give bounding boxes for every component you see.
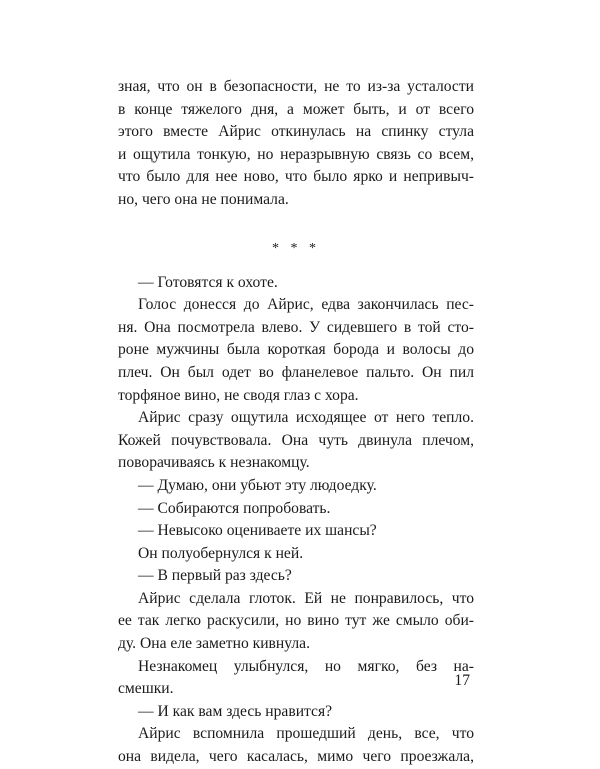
text-line: зная, что он в безопасности, не то из-за усталости (118, 78, 474, 95)
page-number: 17 (454, 672, 470, 689)
text-line: Голос донесся до Айрис, едва закончилась пес- (138, 296, 474, 314)
text-line: поворачиваясь к незнакомцу. (118, 454, 310, 472)
text-line: ее так легко раскусили, но вино тут же смыло оби- (118, 612, 474, 630)
text-line: Айрис сделала глоток. Ей не понравилось, что (138, 589, 474, 607)
text-line: она видела, чего касалась, мимо чего проезжала, (118, 748, 474, 766)
text-line: Он полуобернулся к ней. (138, 544, 304, 562)
text-line: смешки. (118, 680, 174, 698)
text-line: — В первый раз здесь? (138, 567, 292, 585)
text-line: — Собираются попробовать. (138, 499, 331, 517)
text-line: ду. Она еле заметно кивнула. (118, 635, 310, 653)
text-line: Айрис сразу ощутила исходящее от него тепло. (138, 409, 474, 427)
text-line: но, чего она не понимала. (118, 190, 289, 208)
text-line: — Готовятся к охоте. (138, 273, 278, 291)
text-line: плеч. Он был одет во фланелевое пальто. Он пил (118, 363, 474, 381)
text-line: роне мужчины была короткая борода и волосы до (118, 341, 474, 359)
text-line: торфяное вино, не сводя глаз с хора. (118, 386, 359, 404)
text-line: — Думаю, они убьют эту людоедку. (138, 476, 377, 494)
section-separator: * * * (272, 240, 320, 256)
text-line: и ощутила тонкую, но неразрывную связь со всем, (118, 145, 474, 163)
text-line: в конце тяжелого дня, а может быть, и от всего (118, 100, 474, 118)
page-text (118, 76, 474, 769)
text-line: этого вместе Айрис откинулась на спинку стула (118, 123, 474, 141)
text-line: Незнакомец улыбнулся, но мягко, без на- (138, 657, 474, 675)
text-line: что было для нее ново, что было ярко и непривыч- (118, 168, 474, 186)
text-line: Айрис вспомнила прошедший день, все, что (138, 725, 474, 743)
text-line: — И как вам здесь нравится? (138, 702, 333, 720)
text-line: Кожей почувствовала. Она чуть двинула плечом, (118, 431, 474, 449)
text-line: ня. Она посмотрела влево. У сидевшего в той сто- (118, 318, 474, 336)
text-line: — Невысоко оцениваете их шансы? (138, 522, 377, 540)
